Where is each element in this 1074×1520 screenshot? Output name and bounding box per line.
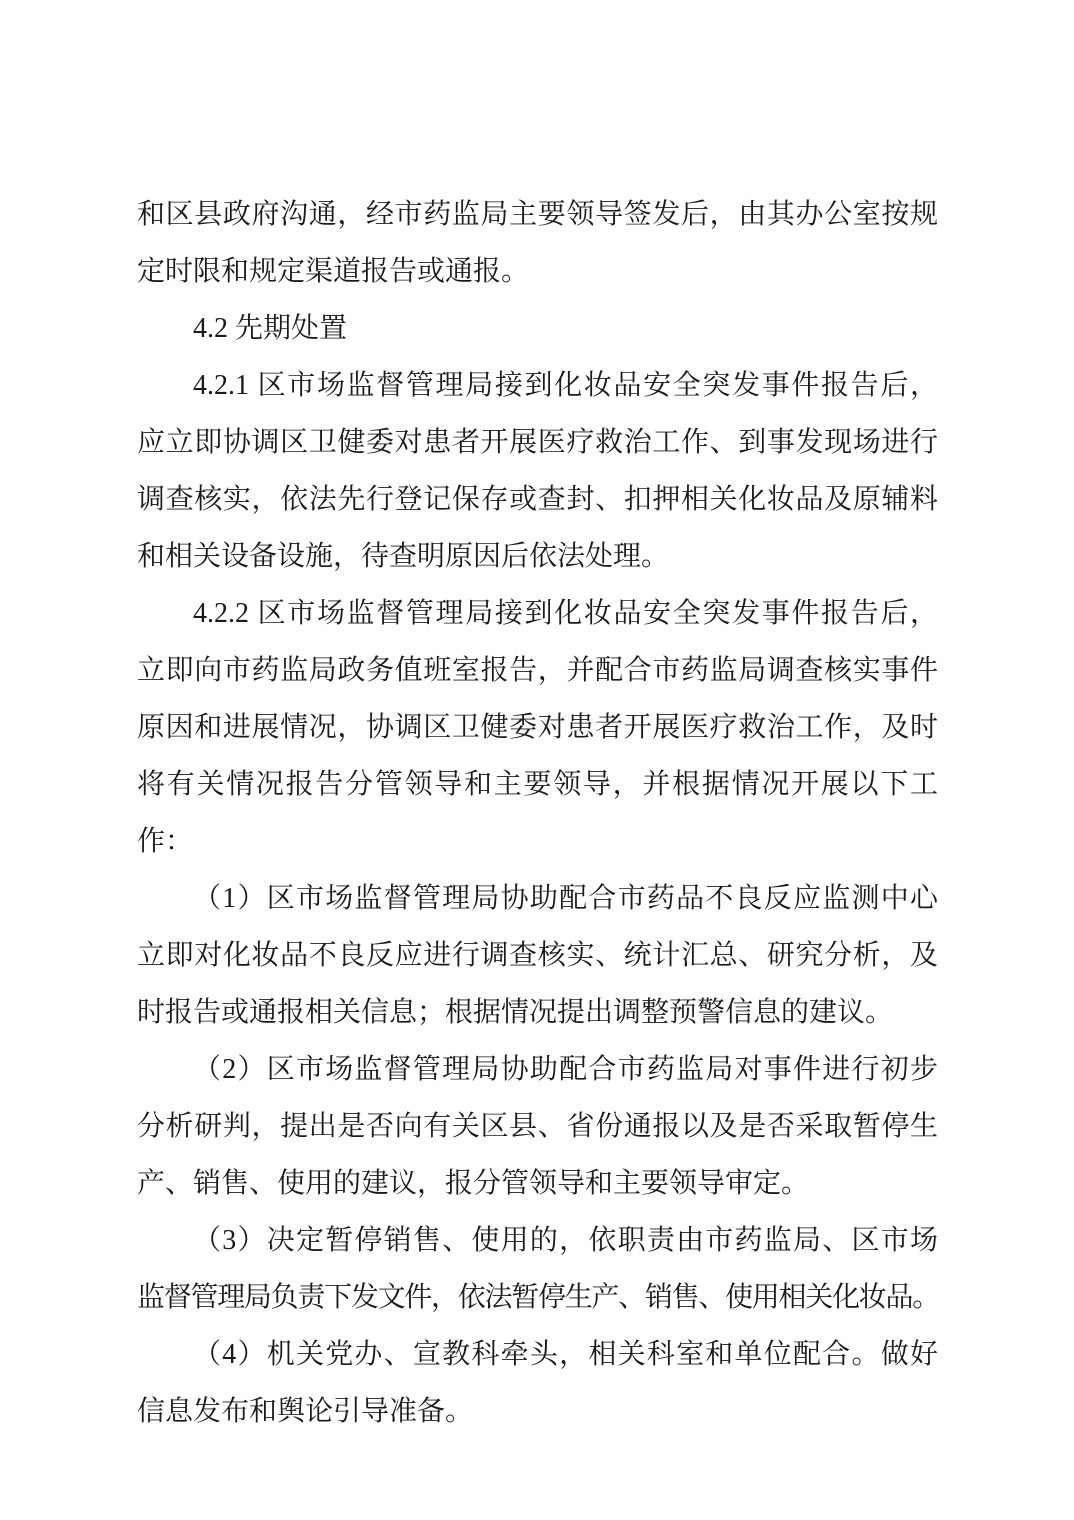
text-line: 定时限和规定渠道报告或通报。 <box>137 256 530 287</box>
text-line: 4.2.2 区市场监督管理局接到化妆品安全突发事件报告后， <box>193 598 938 629</box>
text-line: 和相关设备设施，待查明原因后依法处理。 <box>137 541 670 572</box>
text-line: 作： <box>137 826 194 857</box>
text-line: 将有关情况报告分管领导和主要领导，并根据情况开展以下工 <box>137 769 938 800</box>
text-line: 立即向市药监局政务值班室报告，并配合市药监局调查核实事件 <box>137 655 938 686</box>
text-line: 调查核实，依法先行登记保存或查封、扣押相关化妆品及原辅料 <box>137 484 938 515</box>
section-heading: 4.2 先期处置 <box>193 313 348 344</box>
text-line: 立即对化妆品不良反应进行调查核实、统计汇总、研究分析，及 <box>137 940 938 971</box>
text-line: 产、销售、使用的建议，报分管领导和主要领导审定。 <box>137 1168 810 1199</box>
text-line: （3）决定暂停销售、使用的，依职责由市药监局、区市场 <box>193 1225 938 1256</box>
text-line: 分析研判，提出是否向有关区县、省份通报以及是否采取暂停生 <box>137 1111 938 1142</box>
document-text-column <box>137 186 938 1440</box>
text-line: 4.2.1 区市场监督管理局接到化妆品安全突发事件报告后， <box>193 370 938 401</box>
text-line: （2）区市场监督管理局协助配合市药监局对事件进行初步 <box>193 1054 938 1085</box>
text-line: 和区县政府沟通，经市药监局主要领导签发后，由其办公室按规 <box>137 199 938 230</box>
text-line: 应立即协调区卫健委对患者开展医疗救治工作、到事发现场进行 <box>137 427 938 458</box>
text-line: 时报告或通报相关信息；根据情况提出调整预警信息的建议。 <box>137 997 894 1028</box>
text-line: 监督管理局负责下发文件，依法暂停生产、销售、使用相关化妆品。 <box>137 1282 938 1313</box>
text-line: 原因和进展情况，协调区卫健委对患者开展医疗救治工作，及时 <box>137 712 938 743</box>
text-line: 信息发布和舆论引导准备。 <box>137 1396 474 1427</box>
text-line: （1）区市场监督管理局协助配合市药品不良反应监测中心 <box>193 883 938 914</box>
text-line: （4）机关党办、宣教科牵头，相关科室和单位配合。做好 <box>193 1339 938 1370</box>
